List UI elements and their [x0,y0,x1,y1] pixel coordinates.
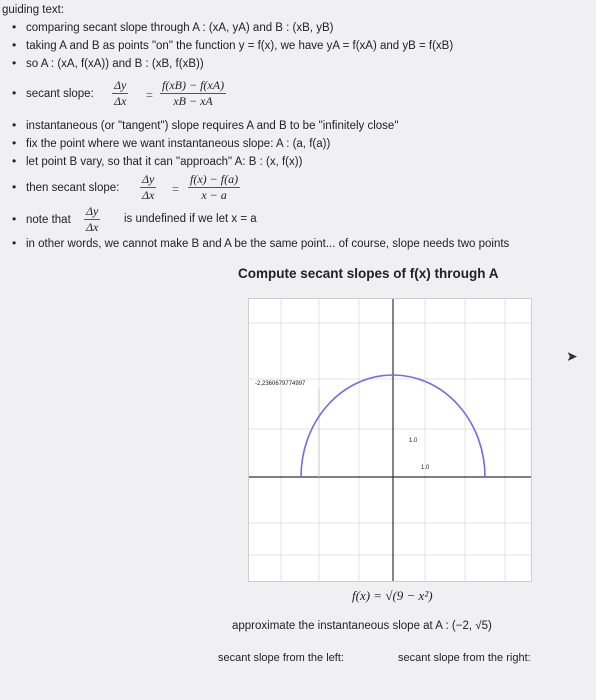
bullet-then-secant: • then secant slope: [12,180,120,194]
grid-lines [249,299,531,581]
y-tick-label: 1.0 [409,438,418,444]
secant-slope-fraction-2: $\frac{f(x) - f(a)}{x - a}$ [190,172,239,202]
approximate-prompt: approximate the instantaneous slope at A : (−2, √5) [232,620,492,632]
guiding-text-heading: guiding text: [2,4,65,16]
dy-dx-fraction-2: $\frac{\Delta y}{\Delta x}$ [142,172,155,202]
point-a-label: -2,2360679774997 [255,381,306,387]
mouse-cursor-icon: ➤ [566,348,578,364]
bullet-other-words: • in other words, we cannot make B and A be the same point... of course, slope needs two points [12,236,510,250]
bullet-fix-point: • fix the point where we want instantaneous slope: A : (a, f(a)) [12,136,331,150]
graph-title: Compute secant slopes of f(x) through A [238,266,499,281]
graph-canvas [249,299,531,581]
dy-dx-fraction: $\frac{\Delta y}{\Delta x}$ [114,78,127,108]
dy-dx-fraction-3: $\frac{\Delta y}{\Delta x}$ [86,204,99,234]
bullet-so-a: • so A : (xA, f(xA)) and B : (xB, f(xB)) [12,56,204,70]
equals-sign-2: = [172,182,180,196]
secant-right-label: secant slope from the right: [398,652,531,664]
bullet-instantaneous: • instantaneous (or "tangent") slope requires A and B to be "infinitely close" [12,118,399,132]
x-tick-label: 1.0 [421,465,430,471]
function-graph[interactable] [248,298,532,582]
bullet-comparing: • comparing secant slope through A : (xA, yA) and B : (xB, yB) [12,20,334,34]
secant-slope-fraction: $\frac{f(xB) - f(xA)}{xB - xA}$ [162,78,225,108]
equals-sign: = [146,88,154,102]
secant-left-label: secant slope from the left: [218,652,344,664]
function-formula: f(x) = √(9 − x²) [352,588,433,603]
bullet-taking-points: • taking A and B as points "on" the function y = f(x), we have yA = f(xA) and yB = f(xB) [12,38,454,52]
bullet-secant-slope: • secant slope: [12,86,94,100]
bullet-note-that-tail: is undefined if we let x = a [124,213,257,225]
bullet-note-that: • note that [12,212,71,226]
bullet-let-b-vary: • let point B vary, so that it can "approach" A: B : (x, f(x)) [12,154,303,168]
